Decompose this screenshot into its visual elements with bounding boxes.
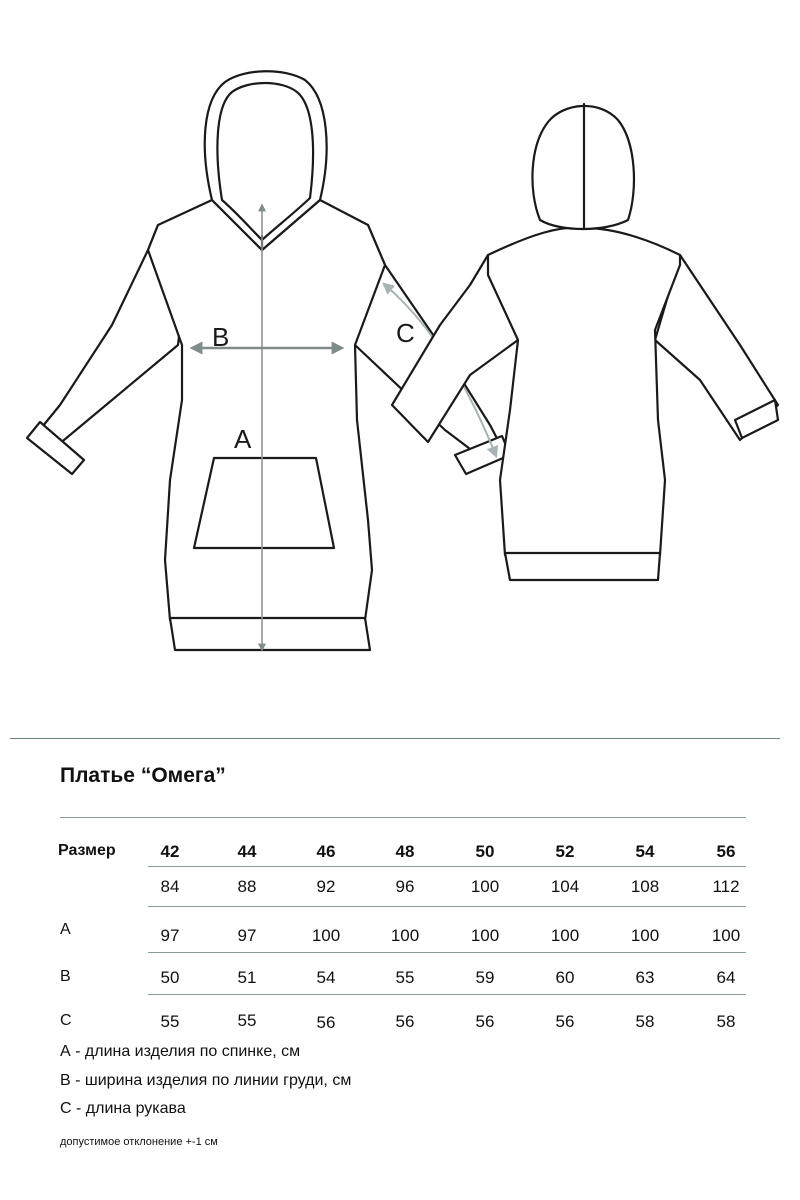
chest-cell: 88 xyxy=(237,877,257,896)
value-cell: 100 xyxy=(630,926,660,945)
value-cell: 60 xyxy=(555,968,575,987)
table-rule xyxy=(148,906,746,907)
chest-cell: 92 xyxy=(316,877,336,896)
chest-cell: 112 xyxy=(712,877,740,896)
tolerance-note: допустимое отклонение +-1 см xyxy=(60,1136,218,1148)
value-cell: 100 xyxy=(711,926,741,945)
value-cell: 100 xyxy=(470,926,500,945)
size-cell: 42 xyxy=(160,842,180,861)
back-view xyxy=(392,104,778,580)
size-cell: 54 xyxy=(635,842,655,861)
size-cell: 48 xyxy=(395,842,415,861)
value-cell: 56 xyxy=(475,1012,495,1031)
chest-cell: 96 xyxy=(395,877,415,896)
value-cell: 56 xyxy=(316,1013,336,1032)
value-cell: 58 xyxy=(716,1012,736,1031)
value-cell: 50 xyxy=(160,968,180,987)
front-body xyxy=(148,200,385,620)
chest-cell: 108 xyxy=(630,877,660,896)
value-cell: 97 xyxy=(160,926,180,945)
value-cell: 63 xyxy=(635,968,655,987)
row-label: C xyxy=(60,1012,72,1029)
row-label: A xyxy=(60,921,71,938)
front-pocket xyxy=(194,458,334,548)
product-title: Платье “Омега” xyxy=(60,764,226,787)
value-cell: 55 xyxy=(160,1012,180,1031)
value-cell: 55 xyxy=(237,1011,257,1030)
label-c: C xyxy=(396,318,415,348)
size-cell: 52 xyxy=(555,842,575,861)
value-cell: 97 xyxy=(237,926,257,945)
label-a: A xyxy=(234,424,252,454)
value-cell: 56 xyxy=(395,1012,415,1031)
section-divider xyxy=(10,738,780,739)
value-cell: 64 xyxy=(716,968,736,987)
label-b: B xyxy=(212,322,230,352)
value-cell: 54 xyxy=(316,968,336,987)
row-label: B xyxy=(60,968,71,985)
chest-cell: 104 xyxy=(550,877,580,896)
value-cell: 100 xyxy=(550,926,580,945)
value-cell: 51 xyxy=(237,968,257,987)
table-rule xyxy=(148,866,746,867)
front-hem-band xyxy=(170,618,370,650)
back-body xyxy=(488,227,680,555)
table-rule xyxy=(148,994,746,995)
table-rule xyxy=(148,952,746,953)
chest-cell: 100 xyxy=(470,877,500,896)
size-cell: 46 xyxy=(316,842,336,861)
legend-item-b: В - ширина изделия по линии груди, см xyxy=(60,1072,352,1089)
size-cell: 44 xyxy=(237,842,257,861)
value-cell: 59 xyxy=(475,968,495,987)
back-hem-band xyxy=(505,553,660,580)
value-cell: 100 xyxy=(390,926,420,945)
value-cell: 100 xyxy=(311,926,341,945)
title-underline xyxy=(60,817,746,818)
size-cell: 56 xyxy=(716,842,736,861)
size-cell: 50 xyxy=(475,842,495,861)
chest-cell: 84 xyxy=(160,877,180,896)
value-cell: 56 xyxy=(555,1012,575,1031)
value-cell: 55 xyxy=(395,968,415,987)
legend-item-a: А - длина изделия по спинке, см xyxy=(60,1043,301,1060)
value-cell: 58 xyxy=(635,1012,655,1031)
legend-item-c: С - длина рукава xyxy=(60,1100,186,1117)
size-header-label: Размер xyxy=(58,842,116,859)
